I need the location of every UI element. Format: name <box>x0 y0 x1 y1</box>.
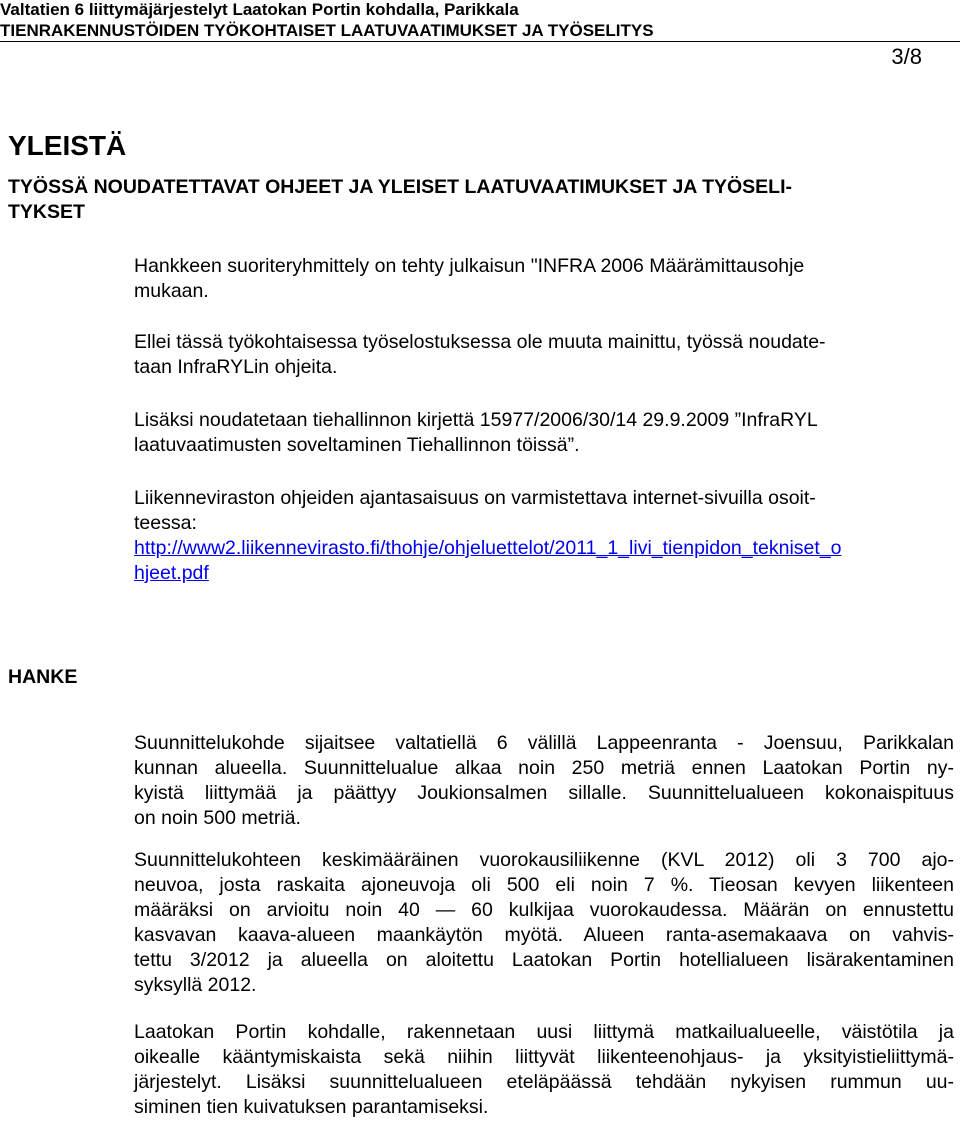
text-line: Liikenneviraston ohjeiden ajantasaisuus on varmistettava internet-sivuilla osoit- <box>134 487 816 509</box>
text-line: taan InfraRYLin ohjeita. <box>134 356 338 378</box>
subheading-line: TYKSET <box>8 201 85 223</box>
running-header-title: Valtatien 6 liittymäjärjestelyt Laatokan Portin kohdalla, Parikkala <box>0 0 519 19</box>
url-link[interactable]: hjeet.pdf <box>134 562 209 584</box>
text-line: kunnan alueella. Suunnittelualue alkaa noin 250 metriä ennen Laatokan Portin ny- <box>134 757 954 779</box>
paragraph-infra <box>134 254 954 304</box>
text-line: syksyllä 2012. <box>134 974 257 996</box>
subheading-ohjeet <box>8 175 948 225</box>
text-line: kyistä liittymää ja päättyy Joukionsalmen sillalle. Suunnittelualueen kokonaispituus <box>134 782 954 804</box>
page-number: 3/8 <box>891 44 922 69</box>
paragraph-infraryl <box>134 330 954 380</box>
paragraph-liikenne <box>134 848 954 998</box>
text-line: siminen tien kuivatuksen parantamiseksi. <box>134 1096 489 1118</box>
paragraph-liikennevirasto <box>134 486 954 586</box>
text-line: Suunnittelukohde sijaitsee valtatiellä 6 välillä Lappeenranta - Joensuu, Parikkalan <box>134 732 954 754</box>
section-heading-hanke: HANKE <box>8 666 78 688</box>
header-divider <box>0 41 960 42</box>
text-line: oikealle kääntymiskaista sekä niihin liittyvät liikenteenohjaus- ja yksityistieliittymä- <box>134 1046 954 1068</box>
text-line: kasvavan kaava-alueen maankäytön myötä. Alueen ranta-asemakaava on vahvis- <box>134 924 954 946</box>
paragraph-rakentaminen <box>134 1020 954 1120</box>
text-line: laatuvaatimusten soveltaminen Tiehallinnon töissä”. <box>134 434 580 456</box>
text-line: Ellei tässä työkohtaisessa työselostuksessa ole muuta mainittu, työssä noudate- <box>134 331 826 353</box>
text-line: Suunnittelukohteen keskimääräinen vuorokausiliikenne (KVL 2012) oli 3 700 ajo- <box>134 849 954 871</box>
running-header-subtitle: TIENRAKENNUSTÖIDEN TYÖKOHTAISET LAATUVAATIMUKSET JA TYÖSELITYS <box>0 21 654 40</box>
text-line: järjestelyt. Lisäksi suunnittelualueen eteläpäässä tehdään nykyisen rummun uu- <box>134 1071 954 1093</box>
paragraph-sijainti <box>134 731 954 831</box>
paragraph-kirje <box>134 408 954 458</box>
text-line: Laatokan Portin kohdalle, rakennetaan uusi liittymä matkailualueelle, väistötila ja <box>134 1021 954 1043</box>
text-line: on noin 500 metriä. <box>134 807 301 829</box>
section-heading-yleista: YLEISTÄ <box>8 130 127 161</box>
text-line: määräksi on arvioitu noin 40 — 60 kulkijaa vuorokaudessa. Määrän on ennustettu <box>134 899 954 921</box>
url-link[interactable]: http://www2.liikennevirasto.fi/thohje/ohjeluettelot/2011_1_livi_tienpidon_tekniset_o <box>134 537 842 559</box>
text-line: Hankkeen suoriteryhmittely on tehty julkaisun "INFRA 2006 Määrämittausohje <box>134 255 805 277</box>
text-line: mukaan. <box>134 280 209 302</box>
text-line: tettu 3/2012 ja alueella on aloitettu Laatokan Portin hotellialueen lisärakentaminen <box>134 949 954 971</box>
text-line: neuvoa, josta raskaita ajoneuvoja oli 500 eli noin 7 %. Tieosan kevyen liikenteen <box>134 874 954 896</box>
text-line: teessa: <box>134 512 197 534</box>
subheading-line: TYÖSSÄ NOUDATETTAVAT OHJEET JA YLEISET LAATUVAATIMUKSET JA TYÖSELI- <box>8 176 793 198</box>
text-line: Lisäksi noudatetaan tiehallinnon kirjettä 15977/2006/30/14 29.9.2009 ”InfraRYL <box>134 409 818 431</box>
